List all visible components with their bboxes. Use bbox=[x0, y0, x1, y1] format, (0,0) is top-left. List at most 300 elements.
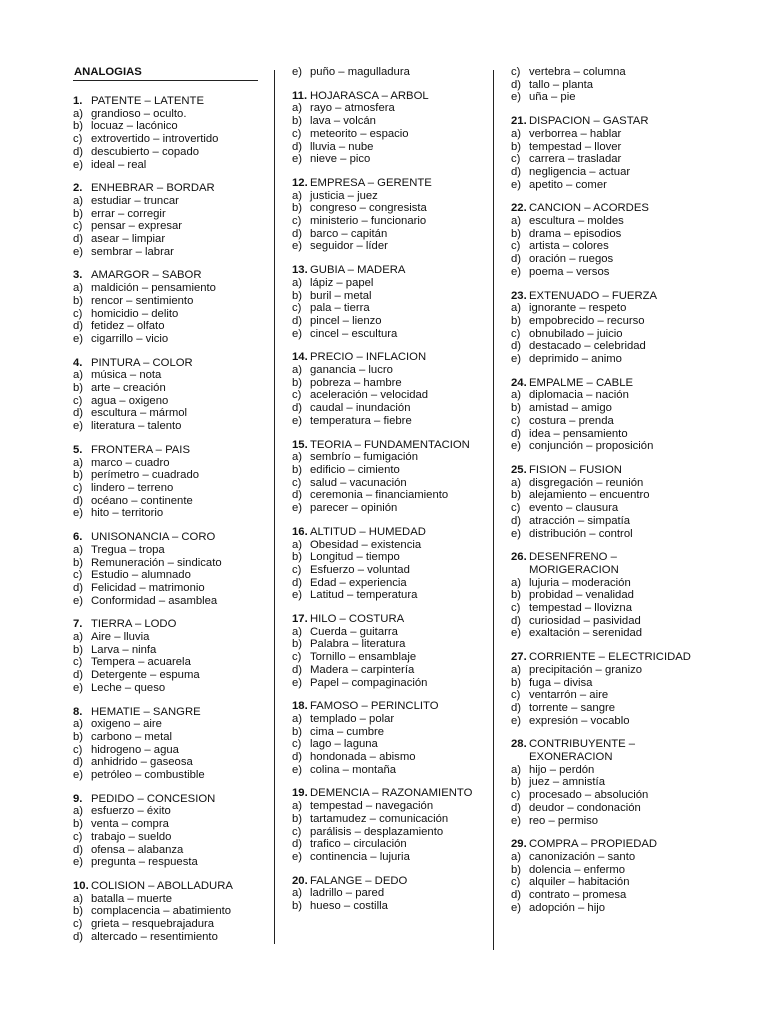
option-letter: c) bbox=[73, 656, 83, 669]
option-text: asear – limpiar bbox=[91, 233, 166, 246]
option-text: justicia – juez bbox=[310, 189, 378, 202]
option-letter: e) bbox=[511, 627, 522, 640]
option-text: parecer – opinión bbox=[310, 502, 398, 515]
option-letter: d) bbox=[511, 514, 522, 527]
option-text: continencia – lujuria bbox=[310, 850, 410, 863]
option-text: curiosidad – pasividad bbox=[529, 614, 641, 627]
answer-option bbox=[292, 638, 482, 651]
question-pair: TEORIA – FUNDAMENTACION bbox=[310, 438, 470, 451]
option-letter: e) bbox=[511, 178, 522, 191]
answer-option bbox=[511, 153, 701, 166]
question-pair: ALTITUD – HUMEDAD bbox=[310, 525, 426, 538]
answer-option bbox=[73, 146, 259, 159]
answer-option bbox=[73, 544, 259, 557]
option-text: extrovertido – introvertido bbox=[91, 133, 219, 146]
question-number: 8. bbox=[73, 705, 83, 718]
answer-option bbox=[511, 664, 701, 677]
analogy-question bbox=[292, 90, 482, 166]
option-letter: b) bbox=[73, 120, 84, 133]
option-letter: e) bbox=[73, 420, 84, 433]
option-letter: b) bbox=[511, 227, 522, 240]
option-letter: c) bbox=[511, 414, 521, 427]
option-letter: d) bbox=[73, 145, 84, 158]
option-letter: d) bbox=[73, 233, 84, 246]
answer-option bbox=[73, 856, 259, 869]
column-divider bbox=[493, 70, 494, 950]
option-text: ideal – real bbox=[91, 158, 147, 171]
option-text: ministerio – funcionario bbox=[310, 215, 427, 228]
question-number: 20. bbox=[292, 874, 308, 887]
answer-option bbox=[73, 120, 259, 133]
question-pair: TIERRA – LODO bbox=[91, 618, 177, 631]
question-title bbox=[73, 531, 259, 544]
question-number: 19. bbox=[292, 787, 308, 800]
analogy-question bbox=[292, 613, 482, 689]
option-letter: d) bbox=[511, 340, 522, 353]
answer-option bbox=[511, 266, 701, 279]
option-letter: a) bbox=[292, 276, 303, 289]
answer-option bbox=[511, 340, 701, 353]
option-letter: d) bbox=[511, 253, 522, 266]
answer-option bbox=[292, 328, 482, 341]
answer-option bbox=[292, 153, 482, 166]
option-text: drama – episodios bbox=[529, 227, 622, 240]
question-number: 27. bbox=[511, 651, 527, 664]
option-text: atracción – simpatía bbox=[529, 514, 631, 527]
option-text: perímetro – cuadrado bbox=[91, 469, 200, 482]
answer-option bbox=[73, 744, 259, 757]
answer-option bbox=[511, 215, 701, 228]
option-text: locuaz – lacónico bbox=[91, 120, 178, 133]
answer-option bbox=[73, 557, 259, 570]
question-number: 28. bbox=[511, 738, 527, 751]
option-text: pensar – expresar bbox=[91, 220, 183, 233]
option-letter: a) bbox=[511, 215, 522, 228]
option-letter: c) bbox=[73, 918, 83, 931]
answer-option bbox=[292, 751, 482, 764]
question-title bbox=[511, 651, 701, 664]
option-letter: a) bbox=[292, 102, 303, 115]
option-letter: c) bbox=[292, 302, 302, 315]
question-number: 18. bbox=[292, 700, 308, 713]
answer-option bbox=[511, 91, 701, 104]
question-title bbox=[73, 182, 259, 195]
option-text: canonización – santo bbox=[529, 850, 636, 863]
option-letter: b) bbox=[292, 725, 303, 738]
option-letter: a) bbox=[73, 718, 84, 731]
question-pair: HOJARASCA – ARBOL bbox=[310, 89, 429, 102]
option-text: oración – ruegos bbox=[529, 253, 614, 266]
answer-option bbox=[511, 515, 701, 528]
option-letter: a) bbox=[511, 850, 522, 863]
option-letter: d) bbox=[511, 701, 522, 714]
option-letter: d) bbox=[73, 930, 84, 943]
option-text: aceleración – velocidad bbox=[310, 389, 429, 402]
answer-option bbox=[511, 789, 701, 802]
answer-option bbox=[511, 240, 701, 253]
option-letter: a) bbox=[73, 543, 84, 556]
option-text: lava – volcán bbox=[310, 115, 376, 128]
option-text: hueso – costilla bbox=[310, 900, 388, 913]
answer-option bbox=[73, 669, 259, 682]
option-text: probidad – venalidad bbox=[529, 589, 634, 602]
option-letter: e) bbox=[73, 245, 84, 258]
option-text: fuga – divisa bbox=[529, 676, 593, 689]
option-text: Obesidad – existencia bbox=[310, 538, 422, 551]
answer-option bbox=[292, 564, 482, 577]
question-title bbox=[292, 177, 482, 190]
option-letter: e) bbox=[511, 265, 522, 278]
question-number: 17. bbox=[292, 613, 308, 626]
question-number: 12. bbox=[292, 176, 308, 189]
answer-option bbox=[511, 627, 701, 640]
option-letter: e) bbox=[73, 507, 84, 520]
question-title bbox=[292, 526, 482, 539]
option-letter: b) bbox=[73, 905, 84, 918]
option-letter: c) bbox=[73, 743, 83, 756]
answer-option bbox=[511, 402, 701, 415]
option-text: torrente – sangre bbox=[529, 701, 616, 714]
option-text: poema – versos bbox=[529, 265, 610, 278]
option-letter: e) bbox=[292, 589, 303, 602]
option-letter: e) bbox=[511, 527, 522, 540]
option-text: lápiz – papel bbox=[310, 276, 374, 289]
question-title bbox=[292, 787, 482, 800]
option-letter: d) bbox=[292, 576, 303, 589]
question-pair: DISPACION – GASTAR bbox=[529, 115, 649, 128]
analogy-question bbox=[292, 875, 482, 913]
answer-option bbox=[73, 682, 259, 695]
answer-option bbox=[511, 776, 701, 789]
option-letter: d) bbox=[292, 227, 303, 240]
option-text: conjunción – proposición bbox=[529, 440, 654, 453]
option-letter: b) bbox=[292, 463, 303, 476]
question-number: 26. bbox=[511, 551, 527, 564]
answer-option bbox=[73, 844, 259, 857]
option-text: templado – polar bbox=[310, 712, 395, 725]
option-letter: a) bbox=[292, 625, 303, 638]
option-text: tartamudez – comunicación bbox=[310, 812, 449, 825]
option-letter: e) bbox=[292, 414, 303, 427]
analogy-question bbox=[73, 706, 259, 782]
question-number: 1. bbox=[73, 95, 83, 107]
question-number: 25. bbox=[511, 463, 527, 476]
option-text: cima – cumbre bbox=[310, 725, 385, 738]
question-number: 2. bbox=[73, 182, 83, 195]
option-letter: c) bbox=[292, 215, 302, 228]
option-text: marco – cuadro bbox=[91, 456, 170, 469]
answer-option bbox=[511, 876, 701, 889]
answer-option bbox=[73, 595, 259, 608]
analogy-question bbox=[511, 115, 701, 191]
option-letter: c) bbox=[73, 394, 83, 407]
answer-option bbox=[73, 159, 259, 172]
option-text: carbono – metal bbox=[91, 730, 173, 743]
answer-option bbox=[73, 395, 259, 408]
answer-option bbox=[511, 228, 701, 241]
option-letter: b) bbox=[292, 202, 303, 215]
answer-option bbox=[292, 489, 482, 502]
continued-options bbox=[292, 66, 482, 79]
option-letter: c) bbox=[292, 651, 302, 664]
question-number: 6. bbox=[73, 531, 83, 544]
question-title bbox=[73, 357, 259, 370]
option-letter: b) bbox=[73, 818, 84, 831]
answer-option bbox=[73, 333, 259, 346]
answer-option bbox=[292, 389, 482, 402]
option-text: pobreza – hambre bbox=[310, 376, 402, 389]
analogy-question bbox=[73, 793, 259, 869]
answer-option bbox=[292, 551, 482, 564]
answer-option bbox=[292, 215, 482, 228]
option-letter: b) bbox=[73, 294, 84, 307]
option-text: tallo – planta bbox=[529, 78, 594, 91]
option-letter: d) bbox=[292, 402, 303, 415]
option-letter: a) bbox=[511, 127, 522, 140]
answer-option bbox=[511, 128, 701, 141]
answer-option bbox=[292, 800, 482, 813]
column-2 bbox=[292, 66, 482, 924]
option-text: rencor – sentimiento bbox=[91, 294, 194, 307]
option-letter: a) bbox=[73, 194, 84, 207]
answer-option bbox=[73, 457, 259, 470]
answer-option bbox=[73, 220, 259, 233]
option-text: sembrío – fumigación bbox=[310, 451, 418, 464]
question-number: 7. bbox=[73, 618, 83, 631]
answer-option bbox=[511, 415, 701, 428]
option-letter: e) bbox=[292, 327, 303, 340]
option-text: colina – montaña bbox=[310, 763, 397, 776]
option-text: uña – pie bbox=[529, 91, 576, 104]
answer-option bbox=[292, 115, 482, 128]
question-number: 4. bbox=[73, 356, 83, 369]
option-letter: a) bbox=[292, 887, 303, 900]
answer-option bbox=[292, 290, 482, 303]
answer-option bbox=[292, 900, 482, 913]
answer-option bbox=[73, 482, 259, 495]
answer-option bbox=[73, 731, 259, 744]
answer-option bbox=[292, 651, 482, 664]
option-letter: e) bbox=[511, 814, 522, 827]
question-pair: HEMATIE – SANGRE bbox=[91, 705, 201, 718]
option-text: idea – pensamiento bbox=[529, 427, 628, 440]
question-number: 13. bbox=[292, 264, 308, 277]
option-text: cincel – escultura bbox=[310, 327, 398, 340]
option-letter: a) bbox=[511, 302, 522, 315]
answer-option bbox=[511, 702, 701, 715]
question-title bbox=[73, 880, 259, 893]
answer-option bbox=[292, 240, 482, 253]
answer-option bbox=[73, 295, 259, 308]
answer-option bbox=[292, 141, 482, 154]
answer-option bbox=[73, 133, 259, 146]
question-title bbox=[511, 202, 701, 215]
option-letter: b) bbox=[292, 812, 303, 825]
analogy-question bbox=[73, 357, 259, 433]
option-letter: b) bbox=[73, 469, 84, 482]
analogy-question bbox=[292, 177, 482, 253]
option-text: alejamiento – encuentro bbox=[529, 489, 650, 502]
answer-option bbox=[73, 718, 259, 731]
question-pair: PRECIO – INFLACION bbox=[310, 351, 427, 364]
option-text: pincel – lienzo bbox=[310, 314, 382, 327]
option-text: esfuerzo – éxito bbox=[91, 805, 171, 818]
option-letter: d) bbox=[73, 407, 84, 420]
option-text: Latitud – temperatura bbox=[310, 589, 418, 602]
answer-option bbox=[292, 887, 482, 900]
question-number: 22. bbox=[511, 202, 527, 215]
question-pair: COLISION – ABOLLADURA bbox=[91, 879, 233, 892]
answer-option bbox=[73, 320, 259, 333]
question-number: 10. bbox=[73, 879, 89, 892]
option-letter: c) bbox=[511, 66, 521, 78]
question-title bbox=[511, 551, 701, 576]
answer-option bbox=[73, 407, 259, 420]
question-pair: PINTURA – COLOR bbox=[91, 356, 193, 369]
option-text: temperatura – fiebre bbox=[310, 414, 412, 427]
option-letter: c) bbox=[73, 220, 83, 233]
option-text: pala – tierra bbox=[310, 302, 370, 315]
answer-option bbox=[292, 477, 482, 490]
answer-option bbox=[511, 528, 701, 541]
option-text: complacencia – abatimiento bbox=[91, 905, 232, 918]
option-text: agua – oxigeno bbox=[91, 394, 169, 407]
question-number: 29. bbox=[511, 838, 527, 851]
question-pair: FRONTERA – PAIS bbox=[91, 443, 190, 456]
question-title bbox=[292, 264, 482, 277]
option-text: hito – territorio bbox=[91, 507, 164, 520]
option-text: hijo – perdón bbox=[529, 763, 595, 776]
option-text: distribución – control bbox=[529, 527, 633, 540]
option-text: obnubilado – juicio bbox=[529, 327, 623, 340]
option-text: tempestad – llover bbox=[529, 140, 622, 153]
answer-option bbox=[511, 902, 701, 915]
question-pair: PEDIDO – CONCESION bbox=[91, 792, 216, 805]
option-letter: e) bbox=[73, 856, 84, 869]
answer-option bbox=[73, 582, 259, 595]
answer-option bbox=[73, 769, 259, 782]
option-letter: a) bbox=[292, 364, 303, 377]
question-title bbox=[511, 738, 701, 763]
option-letter: b) bbox=[73, 643, 84, 656]
option-text: ganancia – lucro bbox=[310, 364, 393, 377]
option-letter: d) bbox=[511, 801, 522, 814]
answer-option bbox=[511, 179, 701, 192]
question-pair: ENHEBRAR – BORDAR bbox=[91, 182, 215, 195]
option-letter: e) bbox=[511, 714, 522, 727]
answer-option bbox=[511, 851, 701, 864]
option-letter: b) bbox=[73, 382, 84, 395]
option-text: Tornillo – ensamblaje bbox=[310, 651, 417, 664]
question-number: 21. bbox=[511, 115, 527, 128]
question-pair: DESENFRENO – MORIGERACION bbox=[529, 551, 619, 576]
option-text: evento – clausura bbox=[529, 502, 619, 515]
question-number: 15. bbox=[292, 438, 308, 451]
option-letter: a) bbox=[73, 456, 84, 469]
answer-option bbox=[73, 569, 259, 582]
option-text: arte – creación bbox=[91, 382, 166, 395]
option-text: Leche – queso bbox=[91, 681, 166, 694]
answer-option bbox=[511, 615, 701, 628]
option-text: carrera – trasladar bbox=[529, 153, 622, 166]
analogy-question bbox=[511, 377, 701, 453]
answer-option bbox=[511, 353, 701, 366]
question-pair: FISION – FUSION bbox=[529, 463, 622, 476]
answer-option bbox=[73, 108, 259, 121]
answer-option bbox=[73, 420, 259, 433]
answer-option bbox=[292, 838, 482, 851]
answer-option bbox=[292, 102, 482, 115]
answer-option bbox=[292, 738, 482, 751]
answer-option bbox=[292, 589, 482, 602]
option-letter: c) bbox=[292, 738, 302, 751]
analogy-question bbox=[511, 202, 701, 278]
answer-option bbox=[73, 918, 259, 931]
option-letter: a) bbox=[292, 538, 303, 551]
answer-option bbox=[511, 689, 701, 702]
option-letter: b) bbox=[511, 589, 522, 602]
option-text: nieve – pico bbox=[310, 153, 371, 166]
option-letter: c) bbox=[511, 240, 521, 253]
option-text: reo – permiso bbox=[529, 814, 599, 827]
option-letter: c) bbox=[292, 476, 302, 489]
answer-option bbox=[73, 246, 259, 259]
answer-option bbox=[73, 282, 259, 295]
option-text: lindero – terreno bbox=[91, 481, 174, 494]
answer-option bbox=[292, 626, 482, 639]
analogy-question bbox=[73, 880, 259, 944]
question-pair: HILO – COSTURA bbox=[310, 613, 405, 626]
question-pair: EXTENUADO – FUERZA bbox=[529, 289, 658, 302]
option-letter: a) bbox=[511, 476, 522, 489]
question-title bbox=[292, 439, 482, 452]
continued-options bbox=[511, 66, 701, 104]
option-letter: a) bbox=[73, 805, 84, 818]
option-text: venta – compra bbox=[91, 818, 169, 831]
option-letter: d) bbox=[73, 756, 84, 769]
option-text: edificio – cimiento bbox=[310, 463, 400, 476]
option-text: fetidez – olfato bbox=[91, 320, 165, 333]
option-text: adopción – hijo bbox=[529, 901, 606, 914]
option-letter: c) bbox=[292, 825, 302, 838]
answer-option bbox=[511, 589, 701, 602]
option-text: Felicidad – matrimonio bbox=[91, 581, 205, 594]
question-title bbox=[73, 95, 259, 108]
option-text: diplomacia – nación bbox=[529, 389, 629, 402]
option-text: negligencia – actuar bbox=[529, 165, 631, 178]
question-pair: AMARGOR – SABOR bbox=[91, 269, 202, 282]
option-text: petróleo – combustible bbox=[91, 769, 205, 782]
option-letter: c) bbox=[292, 563, 302, 576]
answer-option bbox=[292, 826, 482, 839]
option-letter: e) bbox=[292, 502, 303, 515]
answer-option bbox=[511, 428, 701, 441]
question-title bbox=[292, 613, 482, 626]
option-letter: a) bbox=[292, 189, 303, 202]
option-text: hidrogeno – agua bbox=[91, 743, 179, 756]
option-text: destacado – celebridad bbox=[529, 340, 646, 353]
option-text: pregunta – respuesta bbox=[91, 856, 198, 869]
question-title bbox=[73, 444, 259, 457]
option-letter: d) bbox=[292, 838, 303, 851]
answer-option bbox=[511, 802, 701, 815]
option-text: cigarrillo – vicio bbox=[91, 332, 169, 345]
option-letter: d) bbox=[292, 489, 303, 502]
option-text: oxigeno – aire bbox=[91, 718, 162, 731]
option-letter: b) bbox=[511, 676, 522, 689]
option-letter: c) bbox=[511, 789, 521, 802]
option-text: Estudio – alumnado bbox=[91, 569, 191, 582]
